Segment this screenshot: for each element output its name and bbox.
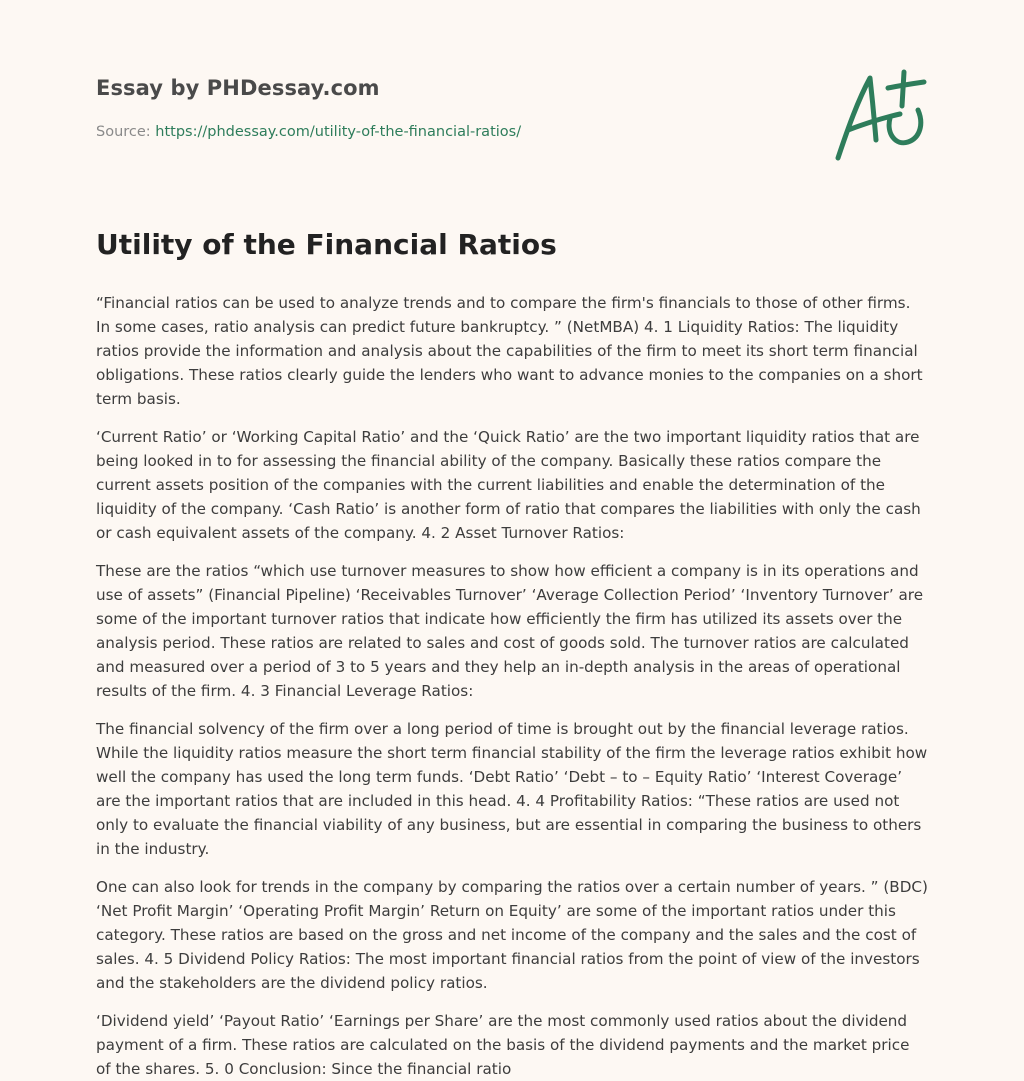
source-line xyxy=(96,124,521,140)
paragraph: These are the ratios “which use turnover measures to show how efficient a company is in its operations and use of assets” (Financial Pipeline) ‘Receivables Turnover’ ‘Average Collection Period’ ‘Inventory Turnover’ are some of the important turnover ratios that indicate how efficiently the firm has utilized its assets over the analysis period. These ratios are related to sales and cost of goods sold. The turnover ratios are calculated and measured over a period of 3 to 5 years and they help an in-depth analysis in the areas of operational results of the firm. 4. 3 Financial Leverage Ratios: xyxy=(96,562,924,700)
paragraph: “Financial ratios can be used to analyze trends and to compare the firm's financials to those of other firms. In some cases, ratio analysis can predict future bankruptcy. ” (NetMBA) 4. 1 Liquidity Ratios: The liquidity ratios provide the information and analysis about the capabilities of the firm to meet its short term financial obligations. These ratios clearly guide the lenders who want to advance monies to the companies on a short term basis. xyxy=(96,294,923,408)
source-link[interactable]: https://phdessay.com/utility-of-the-financial-ratios/ xyxy=(155,124,522,140)
header xyxy=(96,0,928,200)
essay-title: Utility of the Financial Ratios xyxy=(96,228,557,261)
paragraph: The financial solvency of the firm over a long period of time is brought out by the financial leverage ratios. While the liquidity ratios measure the short term financial stability of the firm the leverage ratios exhibit how well the company has used the long term funds. ‘Debt Ratio’ ‘Debt – to – Equity Ratio’ ‘Interest Coverage’ are the important ratios that are included in this head. 4. 4 Profitability Ratios: “These ratios are used not only to evaluate the financial viability of any business, but are essential in comparing the business to others in the industry. xyxy=(96,720,928,858)
source-label: Source: xyxy=(96,124,156,140)
paragraph: ‘Current Ratio’ or ‘Working Capital Ratio’ and the ‘Quick Ratio’ are the two important liquidity ratios that are being looked in to for assessing the financial ability of the company. Basically these ratios compare the current assets position of the companies with the current liabilities and enable the determination of the liquidity of the company. ‘Cash Ratio’ is another form of ratio that compares the liabilities with only the cash or cash equivalent assets of the company. 4. 2 Asset Turnover Ratios: xyxy=(96,428,921,542)
paragraph: One can also look for trends in the company by comparing the ratios over a certain number of years. ” (BDC) ‘Net Profit Margin’ ‘Operating Profit Margin’ Return on Equity’ are some of the important ratios under this category. These ratios are based on the gross and net income of the company and the sales and the cost of sales. 4. 5 Dividend Policy Ratios: The most important financial ratios from the point of view of the investors and the stakeholders are the dividend policy ratios. xyxy=(96,878,928,992)
essay-body xyxy=(96,291,928,1081)
brand-title: Essay by PHDessay.com xyxy=(96,76,380,100)
paragraph: ‘Dividend yield’ ‘Payout Ratio’ ‘Earnings per Share’ are the most commonly used ratios about the dividend payment of a firm. These ratios are calculated on the basis of the dividend payments and the market price of the shares. 5. 0 Conclusion: Since the financial ratio xyxy=(96,1012,910,1078)
a-plus-grade-icon xyxy=(824,66,934,166)
